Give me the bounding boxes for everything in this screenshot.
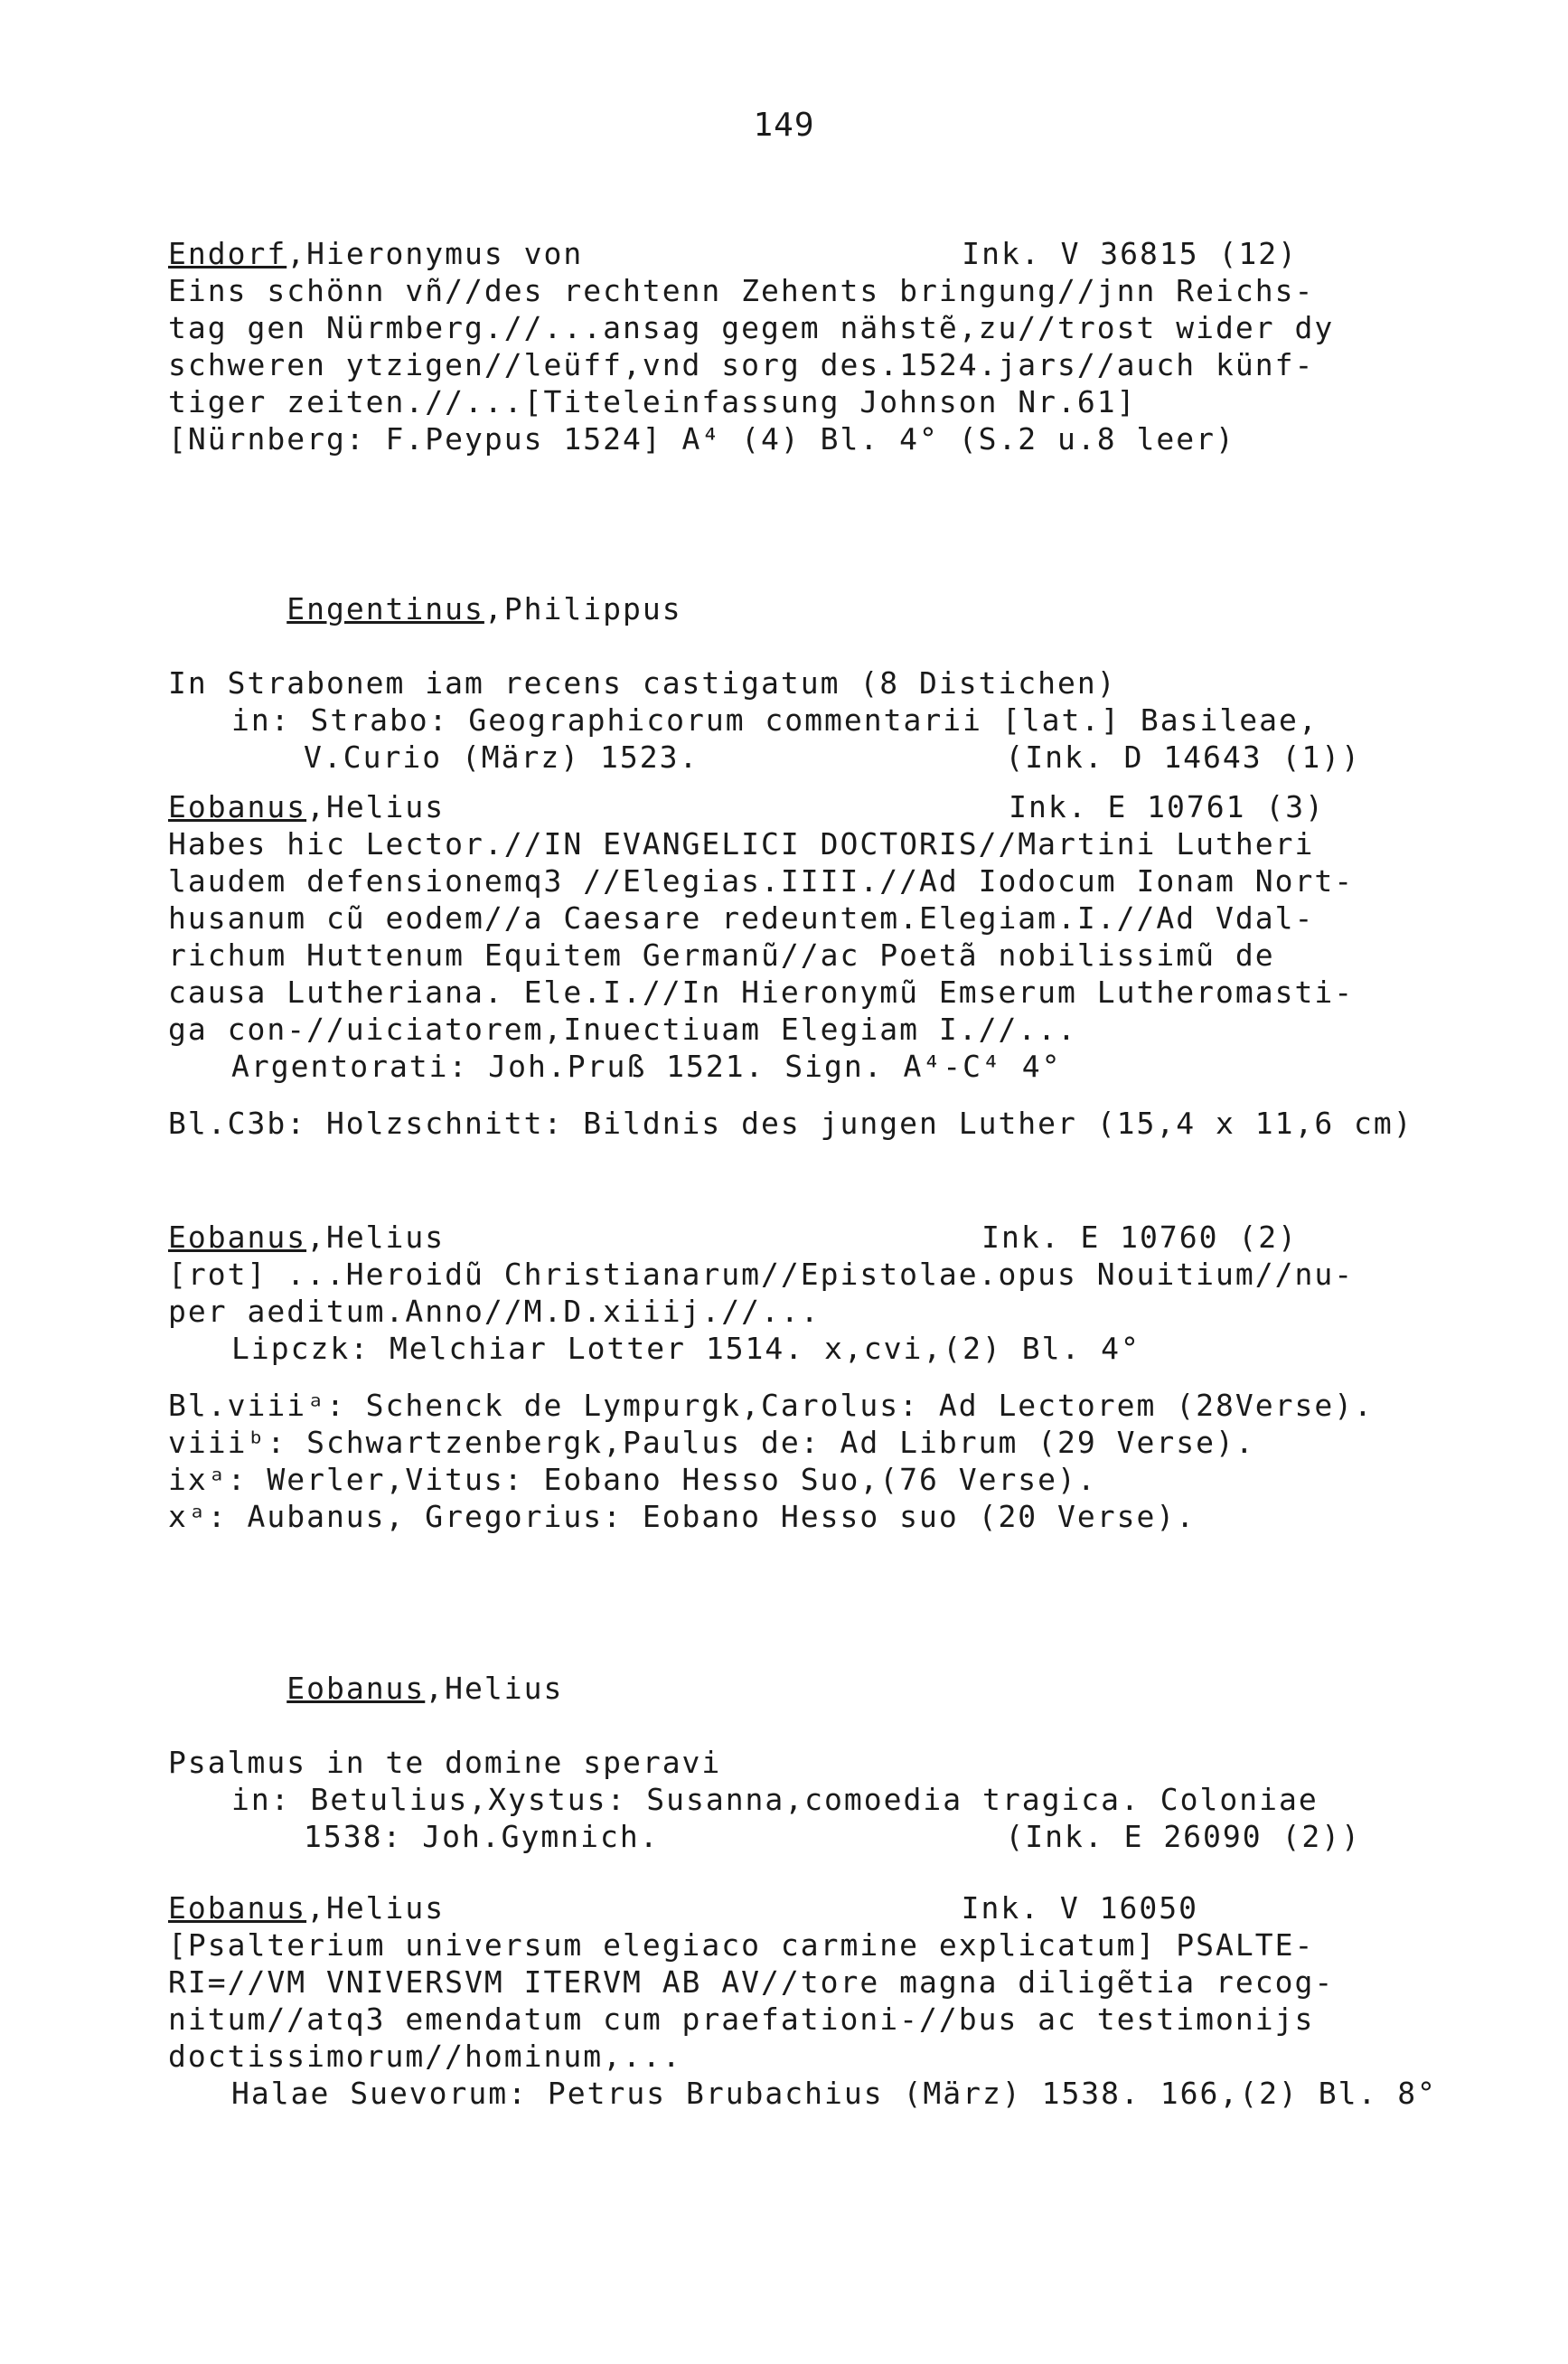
entry-line: Psalmus in te domine speravi — [168, 1745, 722, 1780]
entry-note: Bl.viiiᵃ: Schenck de Lympurgk,Carolus: Ad Lectorem (28Verse). — [168, 1388, 1374, 1423]
catalog-entry — [168, 1219, 1379, 1535]
author-name: Eobanus,Helius — [168, 789, 446, 824]
author-name: Engentinus,Philippus — [286, 591, 682, 626]
entry-line: tiger zeiten.//...[Titeleinfassung Johnson Nr.61] — [168, 384, 1137, 419]
shelf-reference: Ink. V 16050 — [961, 1890, 1198, 1926]
entry-heading — [168, 1889, 1379, 1926]
entry-line: causa Lutheriana. Ele.I.//In Hieronymũ Emserum Lutheromasti- — [168, 975, 1355, 1010]
entry-line: husanum cũ eodem//a Caesare redeuntem.Elegiam.I.//Ad Vdal- — [168, 900, 1315, 936]
author-name: Eobanus,Helius — [168, 1890, 446, 1926]
entry-line: nitum//atq3 emendatum cum praefationi-//bus ac testimonijs — [168, 2001, 1315, 2037]
entry-heading — [168, 1633, 1379, 1744]
shelf-reference: Ink. V 36815 (12) — [962, 236, 1298, 271]
catalog-entry — [168, 788, 1413, 1142]
entry-line: laudem defensionemq3 //Elegias.IIII.//Ad Iodocum Ionam Nort- — [168, 863, 1355, 899]
entry-line: [Nürnberg: F.Peypus 1524] A⁴ (4) Bl. 4° (S.2 u.8 leer) — [168, 421, 1235, 457]
entry-line: In Strabonem iam recens castigatum (8 Distichen) — [168, 665, 1117, 701]
catalog-entry — [168, 235, 1379, 457]
catalog-entry — [168, 1889, 1437, 2112]
entry-line: ga con-//uiciatorem,Inuectiuam Elegiam I.//... — [168, 1012, 1077, 1047]
entry-heading — [168, 788, 1379, 825]
entry-line: in: Strabo: Geographicorum commentarii [lat.] Basileae, — [231, 702, 1319, 738]
entry-line: 1538: Joh.Gymnich. (Ink. E 26090 (2)) — [304, 1819, 1361, 1854]
shelf-reference: Ink. E 10761 (3) — [1009, 789, 1325, 824]
author-name: Eobanus,Helius — [168, 1220, 446, 1255]
shelf-reference: Ink. E 10760 (2) — [981, 1220, 1298, 1255]
shelf-reference: (Ink. D 14643 (1)) — [1005, 739, 1361, 775]
entry-line: doctissimorum//hominum,... — [168, 2039, 682, 2074]
entry-line: schweren ytzigen//leüff,vnd sorg des.1524.jars//auch künf- — [168, 347, 1315, 382]
catalog-entry — [168, 553, 1379, 776]
entry-line: tag gen Nürmberg.//...ansag gegem nähstẽ,zu//trost wider dy — [168, 310, 1335, 345]
entry-line: Habes hic Lector.//IN EVANGELICI DOCTORIS//Martini Lutheri — [168, 826, 1315, 862]
entry-line: [rot] ...Heroidũ Christianarum//Epistolae.opus Nouitium//nu- — [168, 1257, 1355, 1292]
entry-heading — [168, 553, 1379, 664]
entry-line: [Psalterium universum elegiaco carmine explicatum] PSALTE- — [168, 1927, 1315, 1963]
entry-line: Lipczk: Melchiar Lotter 1514. x,cvi,(2) Bl. 4° — [231, 1331, 1141, 1366]
page-number: 149 — [753, 107, 815, 144]
entry-note: viiiᵇ: Schwartzenbergk,Paulus de: Ad Librum (29 Verse). — [168, 1425, 1255, 1460]
entry-line: per aeditum.Anno//M.D.xiiij.//... — [168, 1294, 821, 1329]
catalog-entry — [168, 1633, 1379, 1855]
entry-line: richum Huttenum Equitem Germanũ//ac Poetã nobilissimũ de — [168, 937, 1275, 973]
shelf-reference: (Ink. E 26090 (2)) — [1005, 1819, 1361, 1854]
entry-line: Halae Suevorum: Petrus Brubachius (März) 1538. 166,(2) Bl. 8° — [231, 2076, 1437, 2111]
entry-line: Argentorati: Joh.Pruß 1521. Sign. A⁴-C⁴ 4° — [231, 1049, 1062, 1084]
entry-heading — [168, 235, 1379, 272]
author-name: Eobanus,Helius — [286, 1671, 564, 1706]
entry-line: in: Betulius,Xystus: Susanna,comoedia tragica. Coloniae — [231, 1782, 1319, 1817]
entry-line: RI=//VM VNIVERSVM ITERVM AB AV//tore magna diligẽtia recog- — [168, 1964, 1335, 2000]
entry-line: Eins schönn vñ//des rechtenn Zehents bringung//jnn Reichs- — [168, 273, 1315, 308]
entry-heading — [168, 1219, 1379, 1256]
entry-note: ixᵃ: Werler,Vitus: Eobano Hesso Suo,(76 Verse). — [168, 1462, 1097, 1497]
entry-note: Bl.C3b: Holzschnitt: Bildnis des jungen Luther (15,4 x 11,6 cm) — [168, 1106, 1413, 1141]
entry-note: xᵃ: Aubanus, Gregorius: Eobano Hesso suo (20 Verse). — [168, 1499, 1197, 1534]
author-name: Endorf,Hieronymus von — [168, 236, 584, 271]
entry-line: V.Curio (März) 1523. (Ink. D 14643 (1)) — [304, 739, 1361, 775]
